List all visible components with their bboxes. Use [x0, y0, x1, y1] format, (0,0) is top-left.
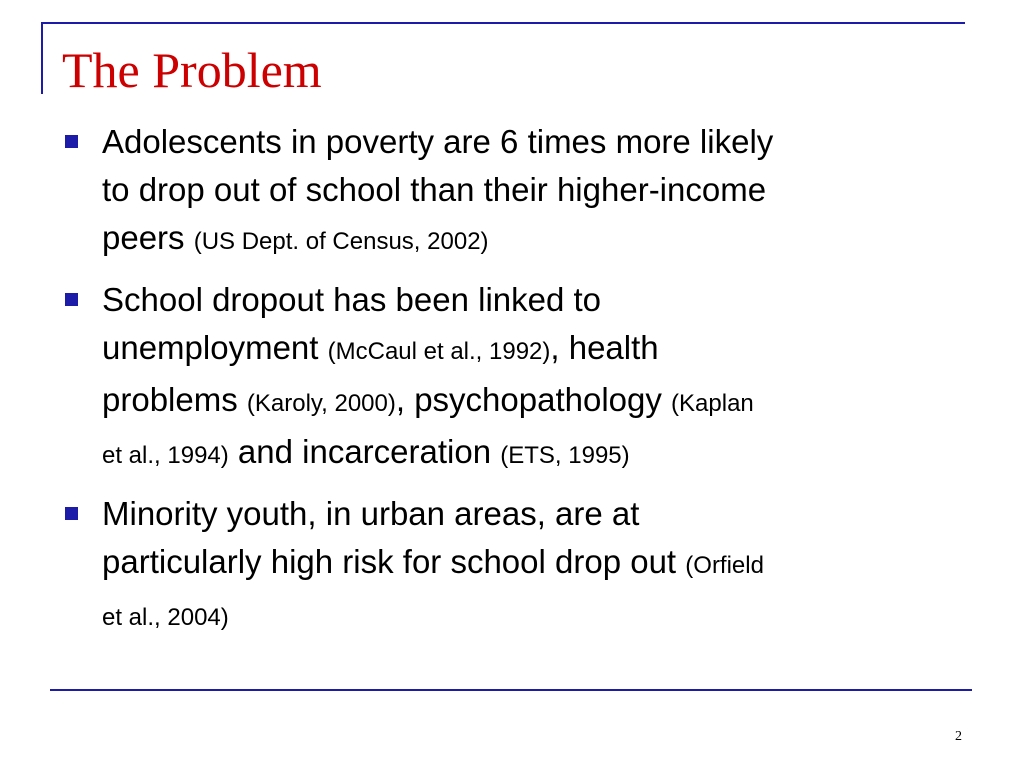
bullet-line [102, 590, 962, 642]
citation: (US Dept. of Census, 2002) [193, 228, 489, 255]
bullet-text: , psychopathology [395, 381, 672, 418]
bullet-list [62, 118, 962, 642]
bullet-item [62, 490, 962, 642]
bullet-text: particularly high risk for school drop out [102, 543, 686, 580]
bullet-line [102, 166, 962, 214]
citation: (Kaplan [671, 390, 754, 417]
bullet-text: peers [102, 219, 194, 256]
square-bullet-icon [65, 507, 78, 520]
citation: et al., 2004) [102, 604, 229, 631]
citation: et al., 1994) [102, 442, 229, 469]
slide-title: The Problem [62, 42, 322, 98]
citation: (McCaul et al., 1992) [327, 338, 551, 365]
bullet-line [102, 376, 962, 428]
bullet-line [102, 490, 962, 538]
bullet-text: problems [102, 381, 247, 418]
bullet-text: , health [550, 329, 659, 366]
title-frame-top-rule [41, 22, 965, 24]
bullet-text: and incarceration [228, 433, 501, 470]
title-frame-left-rule [41, 22, 43, 94]
square-bullet-icon [65, 293, 78, 306]
bullet-line [102, 324, 962, 376]
bullet-line [102, 428, 962, 480]
citation: (Karoly, 2000) [246, 390, 396, 417]
bullet-text: Adolescents in poverty are 6 times more likely [102, 123, 774, 160]
bullet-text: to drop out of school than their higher-income [102, 171, 767, 208]
bullet-item [62, 118, 962, 266]
bullet-item [62, 276, 962, 480]
footer-rule [50, 689, 972, 691]
square-bullet-icon [65, 135, 78, 148]
bullet-line [102, 538, 962, 590]
page-number: 2 [955, 729, 962, 744]
bullet-line [102, 276, 962, 324]
bullet-text: School dropout has been linked to [102, 281, 602, 318]
bullet-line [102, 214, 962, 266]
bullet-line [102, 118, 962, 166]
citation: (ETS, 1995) [500, 442, 630, 469]
citation: (Orfield [685, 552, 764, 579]
bullet-text: unemployment [102, 329, 328, 366]
bullet-text: Minority youth, in urban areas, are at [102, 495, 640, 532]
